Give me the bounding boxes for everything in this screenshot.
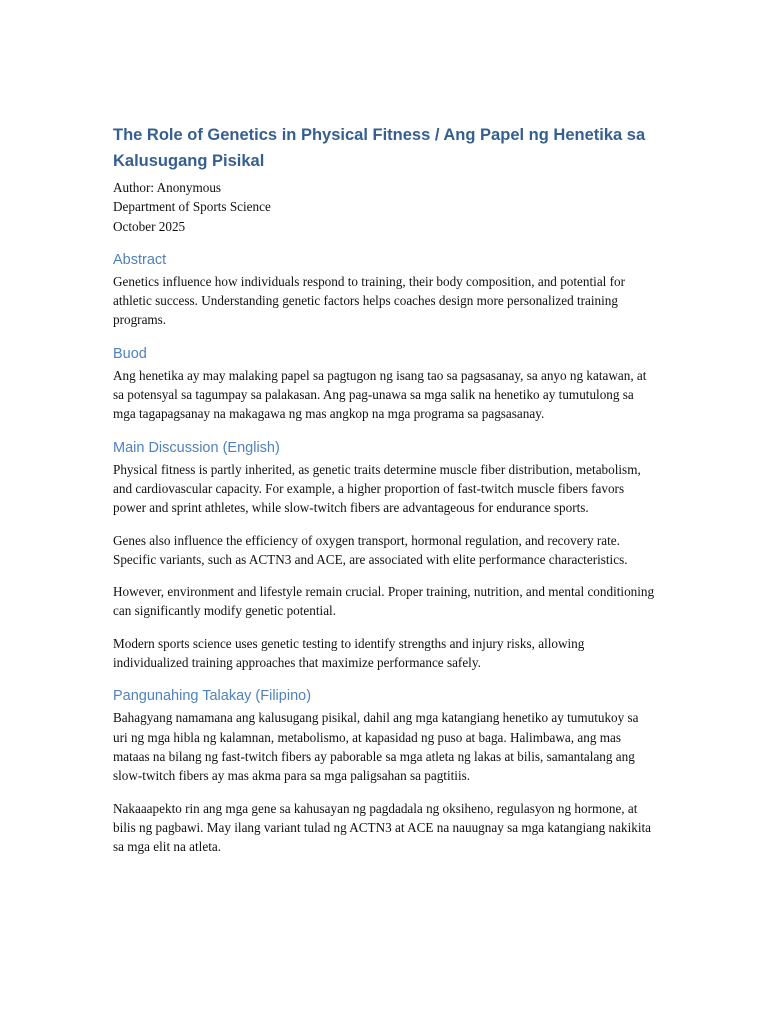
main-discussion-filipino-heading: Pangunahing Talakay (Filipino)	[113, 688, 312, 705]
department-line: Department of Sports Science	[113, 199, 271, 215]
main-filipino-paragraph: Nakaaapekto rin ang mga gene sa kahusayan ng pagdadala ng oksiheno, regulasyon ng hormone, at bilis ng pagbawi. May ilang variant tulad ng ACTN3 at ACE na nauugnay sa mga katangiang nakikita sa mga elit na atleta.	[113, 800, 652, 855]
main-discussion-english-section	[113, 438, 656, 673]
main-english-paragraph: Modern sports science uses genetic testing to identify strengths and injury risks, allowing individualized training approaches that maximize performance safely.	[113, 635, 585, 671]
document-title: The Role of Genetics in Physical Fitness / Ang Papel ng Henetika sa Kalusugang Pisikal	[113, 126, 646, 170]
author-line: Author: Anonymous	[113, 180, 222, 195]
document-meta	[113, 178, 656, 236]
main-discussion-filipino-section	[113, 686, 656, 856]
main-english-paragraph: However, environment and lifestyle remain crucial. Proper training, nutrition, and mental conditioning can significantly modify genetic potential.	[113, 584, 655, 619]
buod-section	[113, 344, 656, 424]
main-english-paragraph: Physical fitness is partly inherited, as genetic traits determine muscle fiber distribution, metabolism, and cardiovascular capacity. For example, a higher proportion of fast-twitch muscle fibers favors power and sprint athletes, while slow-twitch fibers are advantageous for endurance sports.	[113, 461, 641, 516]
buod-paragraph: Ang henetika ay may malaking papel sa pagtugon ng isang tao sa pagsasanay, sa anyo ng katawan, at sa potensyal sa tagumpay sa palakasan. Ang pag-unawa sa mga salik na henetiko ay tumutulong sa mga tagapagsanay na makagawa ng mas angkop na mga programa sa pagsasanay.	[113, 367, 647, 422]
date-line: October 2025	[113, 218, 186, 234]
abstract-paragraph: Genetics influence how individuals respond to training, their body composition, and potential for athletic success. Understanding genetic factors helps coaches design more personalized training programs.	[113, 273, 626, 328]
main-english-paragraph: Genes also influence the efficiency of oxygen transport, hormonal regulation, and recovery rate. Specific variants, such as ACTN3 and ACE, are associated with elite performance characteristics.	[113, 532, 628, 567]
abstract-section	[113, 250, 656, 330]
buod-heading: Buod	[113, 345, 147, 362]
main-discussion-english-heading: Main Discussion (English)	[113, 439, 280, 456]
main-filipino-paragraph: Bahagyang namamana ang kalusugang pisikal, dahil ang mga katangiang henetiko ay tumutukoy sa uri ng mga hibla ng kalamnan, metabolismo, at kapasidad ng puso at baga. Halimbawa, ang mas mataas na bilang ng fast-twitch fibers ay paborable sa mga atleta ng lakas at bilis, samantalang ang slow-twitch fibers ay mas akma para sa mga paligsahan sa pagtitiis.	[113, 710, 639, 784]
abstract-heading: Abstract	[113, 251, 167, 268]
